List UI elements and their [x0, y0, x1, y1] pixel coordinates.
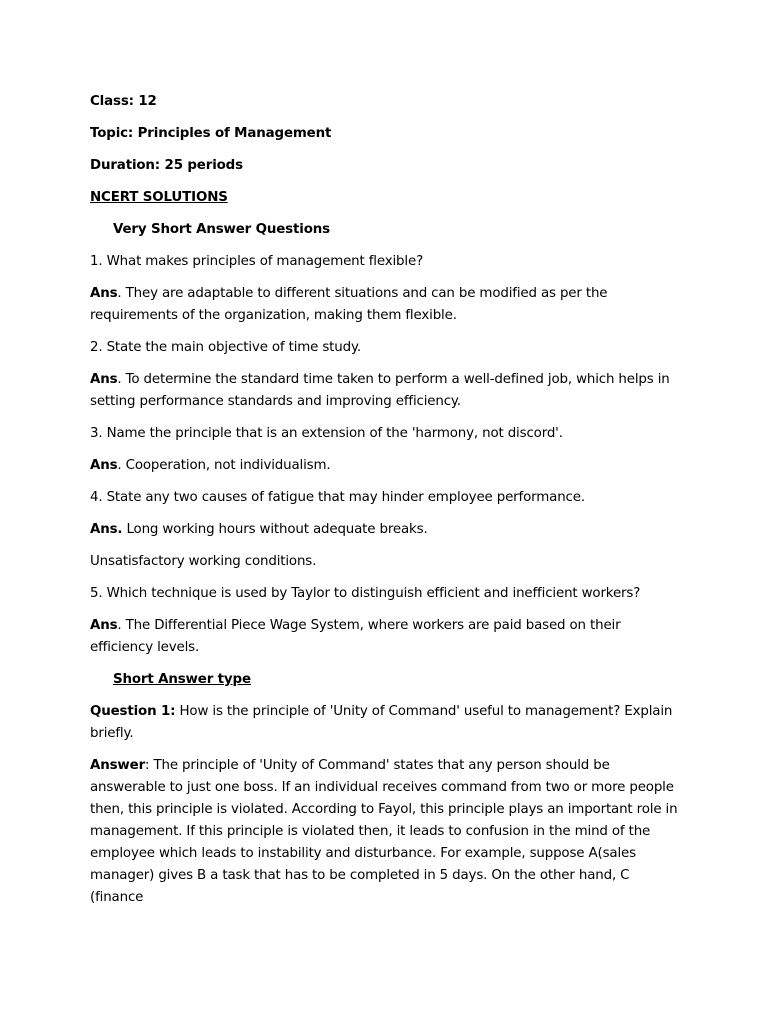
answer-label: Answer	[90, 758, 146, 773]
short-answer-1	[90, 755, 680, 909]
short-question-1	[90, 701, 680, 745]
answer-text: . Cooperation, not individualism.	[117, 458, 331, 473]
answer-2	[90, 369, 680, 413]
topic-line: Topic: Principles of Management	[90, 126, 332, 141]
short-answer-title: Short Answer type	[113, 672, 251, 687]
document-page	[90, 91, 680, 919]
answer-4-extra: Unsatisfactory working conditions.	[90, 554, 317, 569]
question-text: How is the principle of 'Unity of Command' useful to management? Explain briefly.	[90, 704, 673, 741]
question-2: 2. State the main objective of time study.	[90, 340, 361, 355]
ans-label: Ans	[90, 372, 118, 387]
answer-1	[90, 283, 680, 327]
answer-5	[90, 615, 680, 659]
ans-label: Ans	[90, 618, 118, 633]
very-short-title: Very Short Answer Questions	[113, 222, 330, 237]
duration-line: Duration: 25 periods	[90, 158, 243, 173]
question-1: 1. What makes principles of management flexible?	[90, 254, 424, 269]
question-3: 3. Name the principle that is an extension of the 'harmony, not discord'.	[90, 426, 563, 441]
ans-label: Ans.	[90, 522, 123, 537]
answer-text: . The Differential Piece Wage System, where workers are paid based on their efficiency levels.	[90, 618, 621, 655]
ncert-heading: NCERT SOLUTIONS	[90, 190, 228, 205]
question-label: Question 1:	[90, 704, 176, 719]
class-line: Class: 12	[90, 94, 157, 109]
answer-4	[90, 519, 680, 541]
ans-label: Ans	[90, 286, 118, 301]
answer-text: : The principle of 'Unity of Command' states that any person should be answerable to just one boss. If an individual receives command from two or more people then, this principle is violated. According to Fayol, this principle plays an important role in management. If this principle is violated then, it leads to confusion in the mind of the employee which leads to instability and disturbance. For example, suppose A(sales manager) gives B a task that has to be completed in 5 days. On the other hand, C (finance	[90, 758, 678, 905]
question-5: 5. Which technique is used by Taylor to distinguish efficient and inefficient workers?	[90, 586, 641, 601]
answer-3	[90, 455, 680, 477]
answer-text: . To determine the standard time taken to perform a well-defined job, which helps in setting performance standards and improving efficiency.	[90, 372, 670, 409]
ans-label: Ans	[90, 458, 118, 473]
answer-text: Long working hours without adequate breaks.	[122, 522, 428, 537]
answer-text: . They are adaptable to different situations and can be modified as per the requirements of the organization, making them flexible.	[90, 286, 608, 323]
question-4: 4. State any two causes of fatigue that may hinder employee performance.	[90, 490, 585, 505]
